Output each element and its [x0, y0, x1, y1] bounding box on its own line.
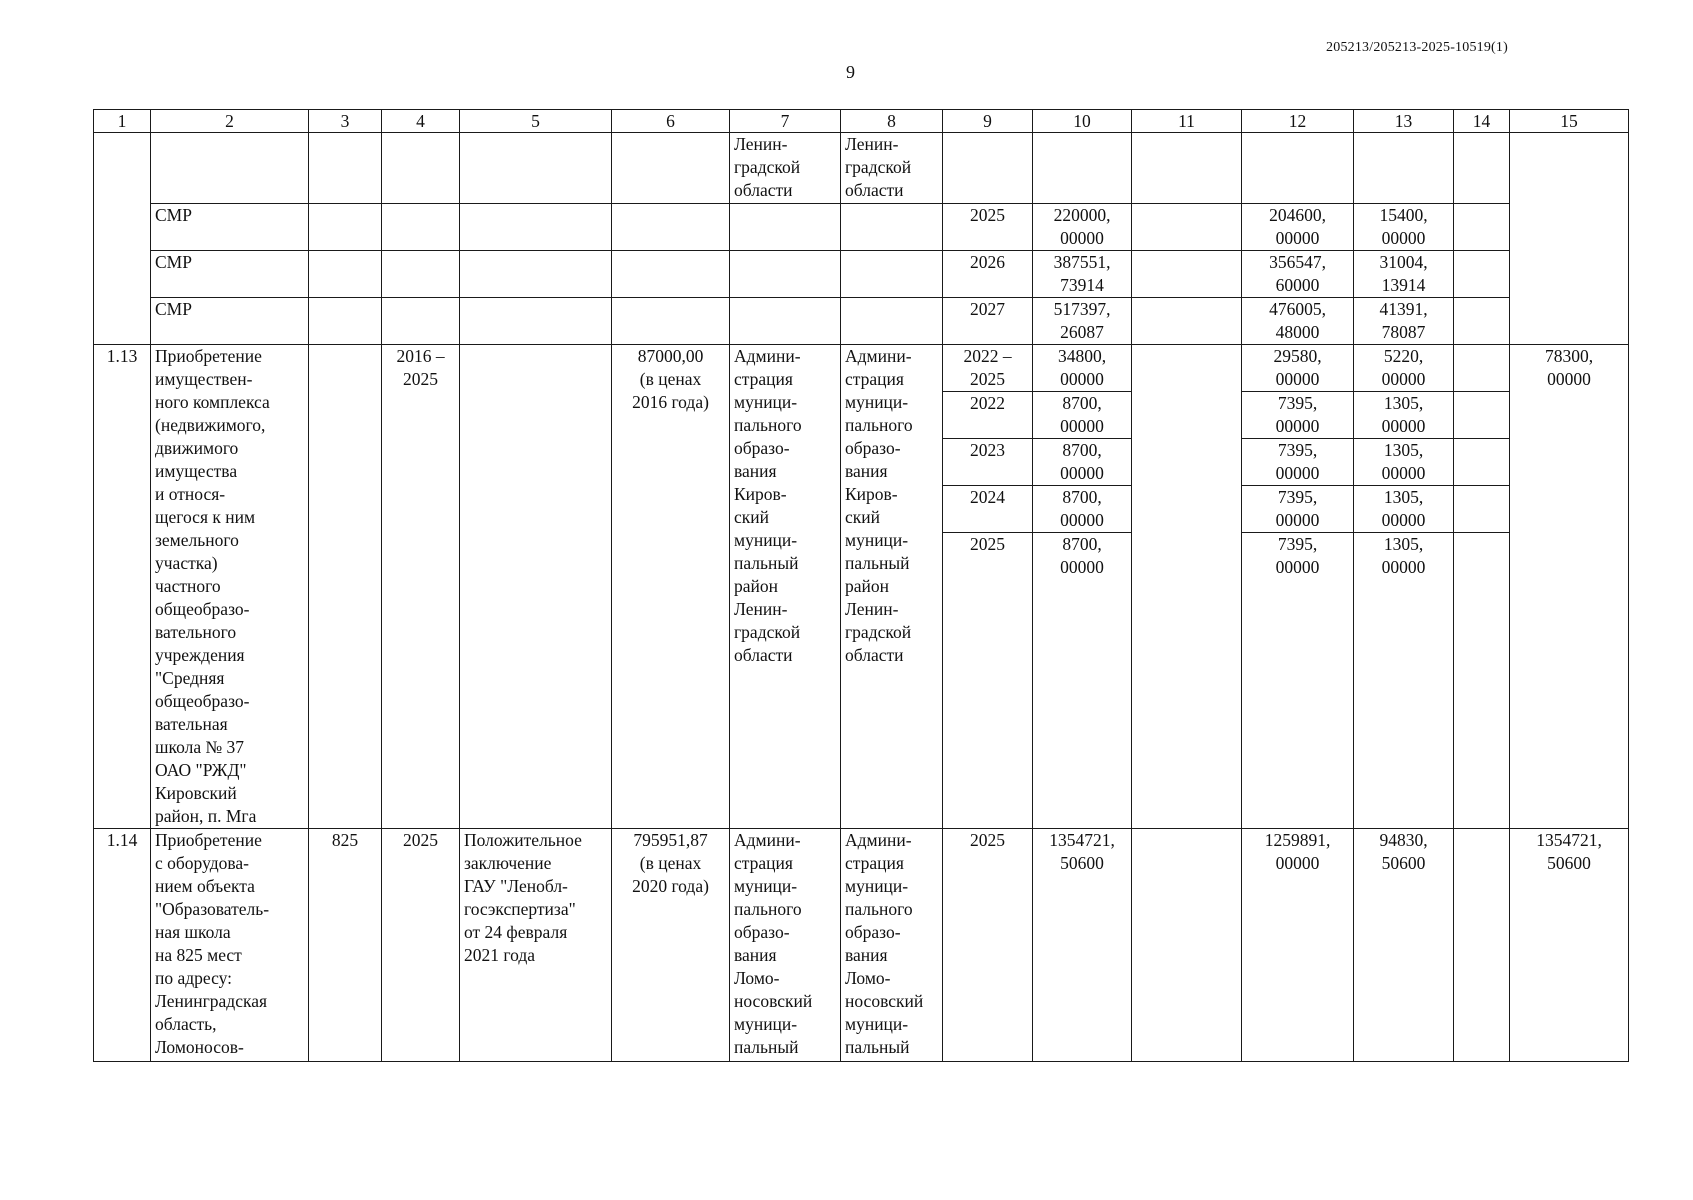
cell	[1132, 345, 1242, 829]
cell	[943, 133, 1033, 204]
cell: Админи- страция муници- пального образо- вания Ломо- носовский муници- пальный	[841, 829, 943, 1062]
row-number: 1.14	[94, 829, 151, 1062]
cell: 31004, 13914	[1354, 251, 1454, 298]
table-row	[94, 133, 1629, 204]
cell: 2024	[943, 486, 1033, 533]
cell: 1259891, 00000	[1242, 829, 1354, 1062]
cell: 2022	[943, 392, 1033, 439]
table-row	[94, 204, 1629, 251]
cell: Ленин- градской области	[841, 133, 943, 204]
program-table	[93, 109, 1629, 1062]
col-header: 11	[1132, 110, 1242, 133]
table-row	[94, 829, 1629, 1062]
cell: 7395, 00000	[1242, 392, 1354, 439]
cell	[460, 345, 612, 829]
cell: 5220, 00000	[1354, 345, 1454, 392]
cell: 41391, 78087	[1354, 298, 1454, 345]
col-header: 2	[151, 110, 309, 133]
col-header: 5	[460, 110, 612, 133]
cell: 2025	[943, 533, 1033, 829]
cell: Админи- страция муници- пального образо- вания Ломо- носовский муници- пальный	[730, 829, 841, 1062]
cell	[1454, 133, 1510, 204]
cell: 2025	[382, 829, 460, 1062]
table-row	[94, 298, 1629, 345]
cell	[1454, 829, 1510, 1062]
table-row	[94, 345, 1629, 392]
cell	[309, 133, 382, 204]
item-name: Приобретение с оборудова- нием объекта "Образователь- ная школа на 825 мест по адресу: Ленинградская область, Ломоносов-	[151, 829, 309, 1062]
cell: 517397, 26087	[1033, 298, 1132, 345]
cell: Ленин- градской области	[730, 133, 841, 204]
cell: 34800, 00000	[1033, 345, 1132, 392]
col-header: 13	[1354, 110, 1454, 133]
cell: 7395, 00000	[1242, 533, 1354, 829]
cell: 387551, 73914	[1033, 251, 1132, 298]
col-header: 7	[730, 110, 841, 133]
cell	[382, 133, 460, 204]
cell	[1510, 133, 1629, 345]
cell	[1132, 133, 1242, 204]
cell	[309, 345, 382, 829]
page-number: 9	[846, 62, 855, 82]
col-header: 6	[612, 110, 730, 133]
cell: 94830, 50600	[1354, 829, 1454, 1062]
cell: 1305, 00000	[1354, 439, 1454, 486]
cell: 78300, 00000	[1510, 345, 1629, 829]
col-header: 14	[1454, 110, 1510, 133]
cell	[1132, 829, 1242, 1062]
cell: СМР	[151, 204, 309, 251]
cell: 87000,00 (в ценах 2016 года)	[612, 345, 730, 829]
item-name: Приобретение имуществен- ного комплекса (недвижимого, движимого имущества и относя- щегося к ним земельного участка) частного общеобразо- вательного учреждения "Средняя общеобразо- вательная школа № 37 ОАО "РЖД" Кировский район, п. Мга	[151, 345, 309, 829]
cell	[94, 133, 151, 345]
col-header: 8	[841, 110, 943, 133]
cell: 825	[309, 829, 382, 1062]
cell: 8700, 00000	[1033, 439, 1132, 486]
cell	[1454, 486, 1510, 533]
cell: 1305, 00000	[1354, 486, 1454, 533]
cell: 2025	[943, 204, 1033, 251]
cell	[1242, 133, 1354, 204]
cell: 220000, 00000	[1033, 204, 1132, 251]
cell: 2016 – 2025	[382, 345, 460, 829]
col-header: 1	[94, 110, 151, 133]
cell	[612, 133, 730, 204]
cell: 29580, 00000	[1242, 345, 1354, 392]
cell: 356547, 60000	[1242, 251, 1354, 298]
col-header: 15	[1510, 110, 1629, 133]
table-row	[94, 251, 1629, 298]
col-header: 10	[1033, 110, 1132, 133]
cell	[1454, 392, 1510, 439]
cell	[1454, 345, 1510, 392]
col-header: 12	[1242, 110, 1354, 133]
cell: 2026	[943, 251, 1033, 298]
cell: 1354721, 50600	[1033, 829, 1132, 1062]
cell: 7395, 00000	[1242, 439, 1354, 486]
cell: 795951,87 (в ценах 2020 года)	[612, 829, 730, 1062]
col-header: 4	[382, 110, 460, 133]
cell	[1033, 133, 1132, 204]
cell: СМР	[151, 298, 309, 345]
col-header: 3	[309, 110, 382, 133]
cell: 204600, 00000	[1242, 204, 1354, 251]
row-number: 1.13	[94, 345, 151, 829]
cell: 1354721, 50600	[1510, 829, 1629, 1062]
cell: 7395, 00000	[1242, 486, 1354, 533]
cell	[151, 133, 309, 204]
column-number-row	[94, 110, 1629, 133]
cell	[1354, 133, 1454, 204]
cell	[1454, 439, 1510, 486]
cell: СМР	[151, 251, 309, 298]
cell: Положительное заключение ГАУ "Ленобл- госэкспертиза" от 24 февраля 2021 года	[460, 829, 612, 1062]
cell: 2025	[943, 829, 1033, 1062]
cell	[1454, 533, 1510, 829]
col-header: 9	[943, 110, 1033, 133]
cell: 2023	[943, 439, 1033, 486]
cell: 2027	[943, 298, 1033, 345]
cell: Админи- страция муници- пального образо- вания Киров- ский муници- пальный район Ленин- градской области	[841, 345, 943, 829]
cell: 15400, 00000	[1354, 204, 1454, 251]
cell	[460, 133, 612, 204]
cell: 476005, 48000	[1242, 298, 1354, 345]
cell: 1305, 00000	[1354, 392, 1454, 439]
document-id: 205213/205213-2025-10519(1)	[1326, 40, 1508, 55]
cell: 8700, 00000	[1033, 392, 1132, 439]
cell: 8700, 00000	[1033, 486, 1132, 533]
cell: Админи- страция муници- пального образо- вания Киров- ский муници- пальный район Ленин- градской области	[730, 345, 841, 829]
cell: 8700, 00000	[1033, 533, 1132, 829]
cell: 1305, 00000	[1354, 533, 1454, 829]
cell: 2022 – 2025	[943, 345, 1033, 392]
